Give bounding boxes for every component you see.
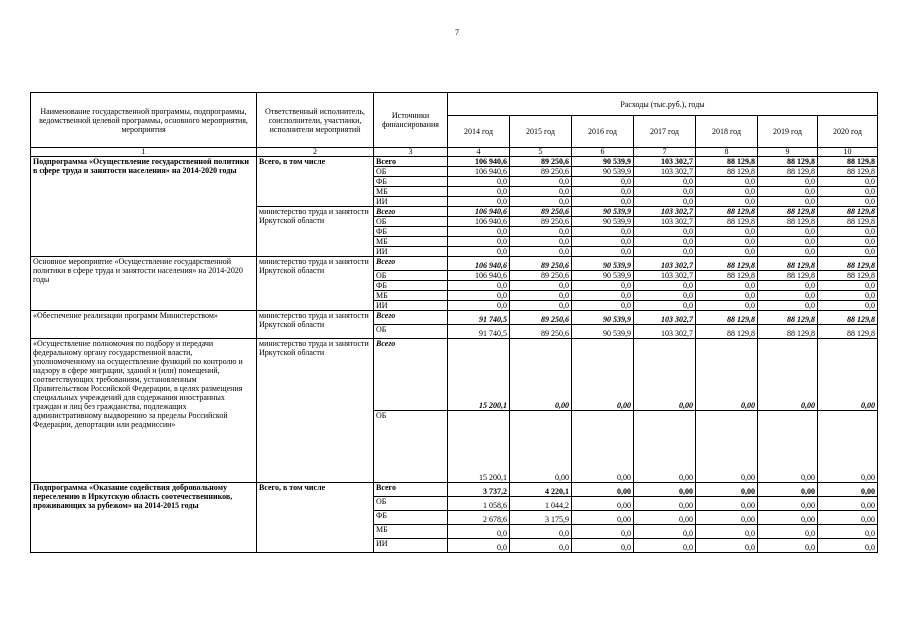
- amount-cell: 0,0: [572, 237, 634, 247]
- table-row: [31, 157, 878, 167]
- amount-cell: 0,00: [696, 339, 758, 411]
- amount-cell: 0,0: [818, 247, 878, 257]
- amount-cell: 0,0: [818, 227, 878, 237]
- amount-cell: 15 200,1: [448, 339, 510, 411]
- amount-cell: 0,00: [758, 511, 818, 525]
- amount-cell: 0,0: [818, 291, 878, 301]
- amount-cell: 0,0: [448, 197, 510, 207]
- amount-cell: 90 539,9: [572, 325, 634, 339]
- amount-cell: 0,0: [758, 197, 818, 207]
- row-name: Основное мероприятие «Осуществление государственной политики в сфере труда и занятости населения» на 2014-2020 годы: [31, 257, 257, 311]
- amount-cell: 0,00: [818, 339, 878, 411]
- amount-cell: 0,00: [696, 497, 758, 511]
- column-index: 4: [448, 148, 510, 157]
- amount-cell: 0,0: [696, 237, 758, 247]
- amount-cell: 103 302,7: [634, 325, 696, 339]
- amount-cell: 0,0: [572, 539, 634, 553]
- amount-cell: 0,0: [634, 227, 696, 237]
- row-name: «Осуществление полномочия по подбору и передачи федеральному органу государственной власти, уполномоченному на осуществление функций по контролю и надзору в сфере миграции, зданий и (или) помещений, соответствующих требованиям, установленным Правительством Российской Федерации, в целях размещения специальных учреждений для содержания иностранных граждан и лиц без гражданства, подлежащих административному выдворению за пределы Российской Федерации, депортации или реадмиссии»: [31, 339, 257, 483]
- funding-source: ФБ: [374, 281, 448, 291]
- funding-source: ОБ: [374, 497, 448, 511]
- funding-source: ФБ: [374, 177, 448, 187]
- amount-cell: 0,0: [510, 281, 572, 291]
- funding-source: МБ: [374, 237, 448, 247]
- funding-source: Всего: [374, 311, 448, 325]
- header-year: 2015 год: [510, 116, 572, 148]
- amount-cell: 88 129,8: [758, 311, 818, 325]
- amount-cell: 0,00: [818, 511, 878, 525]
- amount-cell: 0,00: [634, 497, 696, 511]
- amount-cell: 0,00: [572, 483, 634, 497]
- amount-cell: 0,0: [572, 227, 634, 237]
- amount-cell: 88 129,8: [818, 217, 878, 227]
- column-index: 1: [31, 148, 257, 157]
- amount-cell: 88 129,8: [758, 207, 818, 217]
- amount-cell: 88 129,8: [696, 157, 758, 167]
- amount-cell: 0,0: [448, 301, 510, 311]
- amount-cell: 90 539,9: [572, 271, 634, 281]
- table-row: [31, 257, 878, 271]
- column-index: 8: [696, 148, 758, 157]
- amount-cell: 88 129,8: [696, 271, 758, 281]
- amount-cell: 0,00: [634, 339, 696, 411]
- amount-cell: 89 250,6: [510, 311, 572, 325]
- amount-cell: 0,00: [758, 483, 818, 497]
- amount-cell: 88 129,8: [758, 325, 818, 339]
- amount-cell: 103 302,7: [634, 217, 696, 227]
- amount-cell: 90 539,9: [572, 157, 634, 167]
- header-name: Наименование государственной программы, подпрограммы, ведомственной целевой программы, основного мероприятия, мероприятия: [31, 93, 257, 148]
- header-year: 2014 год: [448, 116, 510, 148]
- amount-cell: 0,0: [572, 291, 634, 301]
- funding-source: ОБ: [374, 167, 448, 177]
- amount-cell: 88 129,8: [758, 167, 818, 177]
- amount-cell: 0,0: [696, 301, 758, 311]
- amount-cell: 88 129,8: [696, 207, 758, 217]
- amount-cell: 0,0: [696, 525, 758, 539]
- amount-cell: 0,0: [510, 187, 572, 197]
- amount-cell: 0,0: [510, 301, 572, 311]
- amount-cell: 0,00: [572, 339, 634, 411]
- amount-cell: 0,00: [510, 411, 572, 483]
- funding-source: Всего: [374, 483, 448, 497]
- amount-cell: 0,0: [758, 247, 818, 257]
- amount-cell: 88 129,8: [758, 257, 818, 271]
- responsible-executor: министерство труда и занятости Иркутской области: [257, 311, 374, 339]
- amount-cell: 89 250,6: [510, 167, 572, 177]
- responsible-executor: министерство труда и занятости Иркутской области: [257, 257, 374, 311]
- amount-cell: 0,0: [448, 525, 510, 539]
- amount-cell: 89 250,6: [510, 157, 572, 167]
- amount-cell: 0,00: [572, 511, 634, 525]
- amount-cell: 106 940,6: [448, 271, 510, 281]
- amount-cell: 0,0: [448, 281, 510, 291]
- amount-cell: 3 175,9: [510, 511, 572, 525]
- amount-cell: 0,0: [510, 197, 572, 207]
- amount-cell: 0,00: [758, 339, 818, 411]
- amount-cell: 0,0: [634, 301, 696, 311]
- amount-cell: 0,0: [572, 281, 634, 291]
- row-name: Подпрограмма «Осуществление государственной политики в сфере труда и занятости населения» на 2014-2020 годы: [31, 157, 257, 257]
- amount-cell: 0,0: [572, 525, 634, 539]
- responsible-executor: Всего, в том числе: [257, 483, 374, 553]
- table-row: [31, 339, 878, 411]
- amount-cell: 88 129,8: [758, 157, 818, 167]
- amount-cell: 0,0: [634, 525, 696, 539]
- amount-cell: 103 302,7: [634, 207, 696, 217]
- amount-cell: 0,0: [510, 291, 572, 301]
- amount-cell: 88 129,8: [696, 311, 758, 325]
- amount-cell: 0,0: [818, 237, 878, 247]
- amount-cell: 88 129,8: [818, 257, 878, 271]
- amount-cell: 88 129,8: [696, 217, 758, 227]
- amount-cell: 0,00: [818, 483, 878, 497]
- amount-cell: 0,0: [572, 177, 634, 187]
- amount-cell: 0,0: [758, 187, 818, 197]
- amount-cell: 0,0: [448, 247, 510, 257]
- amount-cell: 88 129,8: [818, 271, 878, 281]
- amount-cell: 88 129,8: [758, 217, 818, 227]
- amount-cell: 0,0: [510, 177, 572, 187]
- amount-cell: 89 250,6: [510, 325, 572, 339]
- amount-cell: 106 940,6: [448, 257, 510, 271]
- amount-cell: 106 940,6: [448, 207, 510, 217]
- amount-cell: 0,0: [758, 301, 818, 311]
- amount-cell: 0,00: [572, 411, 634, 483]
- amount-cell: 0,0: [634, 539, 696, 553]
- amount-cell: 0,0: [696, 539, 758, 553]
- amount-cell: 106 940,6: [448, 167, 510, 177]
- amount-cell: 0,0: [634, 187, 696, 197]
- column-index: 10: [818, 148, 878, 157]
- amount-cell: 88 129,8: [818, 207, 878, 217]
- table-row: [31, 483, 878, 497]
- funding-source: ОБ: [374, 411, 448, 483]
- funding-source: МБ: [374, 525, 448, 539]
- amount-cell: 89 250,6: [510, 207, 572, 217]
- amount-cell: 90 539,9: [572, 217, 634, 227]
- amount-cell: 0,0: [448, 291, 510, 301]
- amount-cell: 0,0: [758, 237, 818, 247]
- funding-source: МБ: [374, 187, 448, 197]
- funding-source: ИИ: [374, 539, 448, 553]
- amount-cell: 0,0: [696, 281, 758, 291]
- amount-cell: 90 539,9: [572, 207, 634, 217]
- amount-cell: 90 539,9: [572, 311, 634, 325]
- header-year: 2017 год: [634, 116, 696, 148]
- header-year: 2020 год: [818, 116, 878, 148]
- amount-cell: 0,0: [758, 525, 818, 539]
- amount-cell: 88 129,8: [758, 271, 818, 281]
- amount-cell: 1 044,2: [510, 497, 572, 511]
- amount-cell: 0,00: [758, 411, 818, 483]
- amount-cell: 0,0: [510, 227, 572, 237]
- amount-cell: 0,0: [818, 525, 878, 539]
- budget-table: [30, 92, 878, 553]
- amount-cell: 91 740,5: [448, 325, 510, 339]
- amount-cell: 0,00: [510, 339, 572, 411]
- funding-source: ОБ: [374, 325, 448, 339]
- amount-cell: 0,0: [510, 539, 572, 553]
- row-name: «Обеспечение реализации программ Министерством»: [31, 311, 257, 339]
- amount-cell: 106 940,6: [448, 157, 510, 167]
- funding-source: ФБ: [374, 511, 448, 525]
- funding-source: ИИ: [374, 247, 448, 257]
- row-name: Подпрограмма «Оказание содействия добровольному переселению в Иркутскую область соотечественников, проживающих за рубежом» на 2014-2015 годы: [31, 483, 257, 553]
- amount-cell: 0,0: [634, 177, 696, 187]
- amount-cell: 103 302,7: [634, 257, 696, 271]
- funding-source: ИИ: [374, 197, 448, 207]
- amount-cell: 0,0: [696, 177, 758, 187]
- amount-cell: 0,00: [634, 483, 696, 497]
- amount-cell: 88 129,8: [696, 167, 758, 177]
- amount-cell: 0,0: [696, 197, 758, 207]
- funding-source: МБ: [374, 291, 448, 301]
- amount-cell: 0,0: [634, 197, 696, 207]
- funding-source: Всего: [374, 257, 448, 271]
- amount-cell: 0,00: [634, 411, 696, 483]
- amount-cell: 103 302,7: [634, 157, 696, 167]
- funding-source: ОБ: [374, 271, 448, 281]
- amount-cell: 0,0: [818, 301, 878, 311]
- column-index: 2: [257, 148, 374, 157]
- amount-cell: 103 302,7: [634, 167, 696, 177]
- amount-cell: 90 539,9: [572, 257, 634, 271]
- amount-cell: 0,0: [634, 237, 696, 247]
- amount-cell: 0,0: [818, 177, 878, 187]
- amount-cell: 0,0: [448, 177, 510, 187]
- amount-cell: 0,0: [572, 197, 634, 207]
- amount-cell: 0,0: [758, 281, 818, 291]
- amount-cell: 0,0: [572, 247, 634, 257]
- amount-cell: 0,0: [510, 525, 572, 539]
- amount-cell: 0,0: [510, 247, 572, 257]
- amount-cell: 0,0: [634, 291, 696, 301]
- amount-cell: 106 940,6: [448, 217, 510, 227]
- amount-cell: 88 129,8: [696, 257, 758, 271]
- amount-cell: 0,0: [818, 187, 878, 197]
- amount-cell: 0,0: [696, 227, 758, 237]
- amount-cell: 0,0: [634, 281, 696, 291]
- amount-cell: 103 302,7: [634, 271, 696, 281]
- amount-cell: 0,00: [818, 411, 878, 483]
- header-expenses: Расходы (тыс.руб.), годы: [448, 93, 878, 116]
- amount-cell: 0,0: [634, 247, 696, 257]
- amount-cell: 4 220,1: [510, 483, 572, 497]
- header-year: 2018 год: [696, 116, 758, 148]
- header-year: 2019 год: [758, 116, 818, 148]
- amount-cell: 0,00: [758, 497, 818, 511]
- funding-source: Всего: [374, 207, 448, 217]
- amount-cell: 89 250,6: [510, 217, 572, 227]
- amount-cell: 15 200,1: [448, 411, 510, 483]
- amount-cell: 0,0: [448, 539, 510, 553]
- amount-cell: 0,0: [696, 187, 758, 197]
- column-index: 5: [510, 148, 572, 157]
- amount-cell: 88 129,8: [818, 325, 878, 339]
- amount-cell: 3 737,2: [448, 483, 510, 497]
- amount-cell: 0,0: [818, 539, 878, 553]
- amount-cell: 0,0: [818, 197, 878, 207]
- amount-cell: 0,0: [448, 237, 510, 247]
- amount-cell: 89 250,6: [510, 257, 572, 271]
- funding-source: Всего: [374, 157, 448, 167]
- table-row: [31, 311, 878, 325]
- amount-cell: 0,0: [818, 281, 878, 291]
- amount-cell: 88 129,8: [696, 325, 758, 339]
- amount-cell: 0,00: [634, 511, 696, 525]
- funding-source: ФБ: [374, 227, 448, 237]
- funding-source: Всего: [374, 339, 448, 411]
- amount-cell: 0,00: [696, 511, 758, 525]
- amount-cell: 2 678,6: [448, 511, 510, 525]
- amount-cell: 0,0: [448, 227, 510, 237]
- amount-cell: 0,0: [448, 187, 510, 197]
- amount-cell: 90 539,9: [572, 167, 634, 177]
- column-index: 7: [634, 148, 696, 157]
- amount-cell: 88 129,8: [818, 157, 878, 167]
- amount-cell: 0,0: [758, 291, 818, 301]
- amount-cell: 0,0: [696, 247, 758, 257]
- amount-cell: 0,0: [758, 177, 818, 187]
- funding-source: ИИ: [374, 301, 448, 311]
- amount-cell: 0,00: [696, 483, 758, 497]
- responsible-executor: Всего, в том числе: [257, 157, 374, 207]
- amount-cell: 91 740,5: [448, 311, 510, 325]
- amount-cell: 1 058,6: [448, 497, 510, 511]
- amount-cell: 0,0: [758, 539, 818, 553]
- amount-cell: 103 302,7: [634, 311, 696, 325]
- amount-cell: 89 250,6: [510, 271, 572, 281]
- responsible-executor: министерство труда и занятости Иркутской области: [257, 207, 374, 257]
- amount-cell: 0,0: [758, 227, 818, 237]
- column-index: 6: [572, 148, 634, 157]
- amount-cell: 0,0: [572, 187, 634, 197]
- page-number: 7: [455, 28, 459, 37]
- header-source: Источники финансирования: [374, 93, 448, 148]
- header-year: 2016 год: [572, 116, 634, 148]
- amount-cell: 88 129,8: [818, 311, 878, 325]
- amount-cell: 88 129,8: [818, 167, 878, 177]
- funding-source: ОБ: [374, 217, 448, 227]
- amount-cell: 0,0: [572, 301, 634, 311]
- column-index: 9: [758, 148, 818, 157]
- amount-cell: 0,0: [510, 237, 572, 247]
- responsible-executor: министерство труда и занятости Иркутской области: [257, 339, 374, 483]
- amount-cell: 0,00: [572, 497, 634, 511]
- header-responsible: Ответственный исполнитель, соисполнители, участники, исполнители мероприятий: [257, 93, 374, 148]
- amount-cell: 0,00: [696, 411, 758, 483]
- amount-cell: 0,00: [818, 497, 878, 511]
- amount-cell: 0,0: [696, 291, 758, 301]
- column-index: 3: [374, 148, 448, 157]
